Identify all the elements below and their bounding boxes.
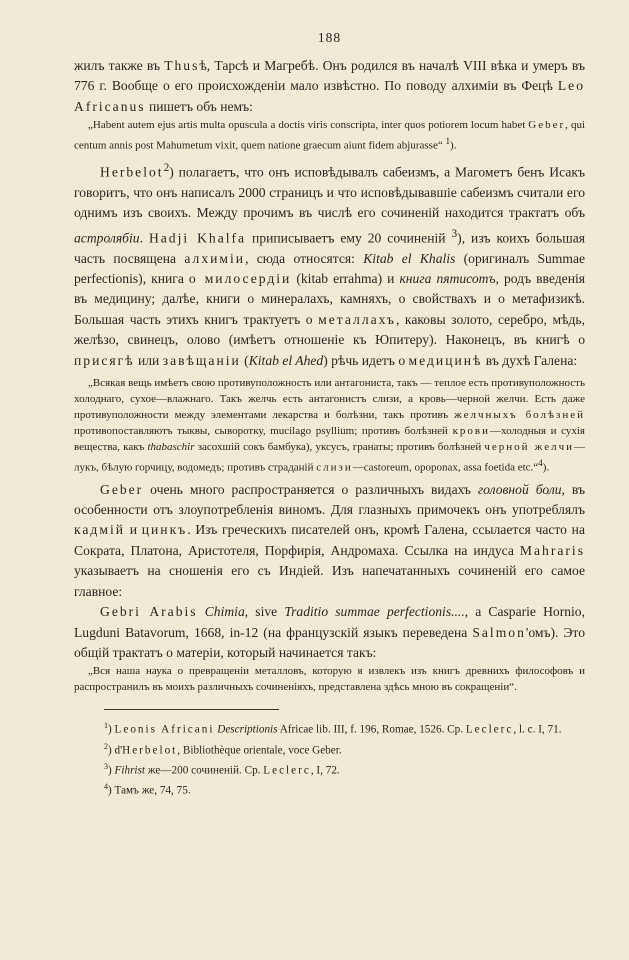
quote-treatise: „Вся наша наука о превращеніи металловъ, которую я извлекъ изъ книгъ древнихъ философовъ и распространилъ въ моихъ различныхъ сочиненіяхъ, представлена здѣсь мною въ сокращеніи“. bbox=[74, 665, 585, 694]
footnote-4: $^4$) Тамъ же, 74, 75. bbox=[104, 782, 191, 797]
paragraph-2: Herbelot$^2$) полагаетъ, что онъ исповѣдывалъ сабеизмъ, а Магометъ бенъ Исакъ говоритъ, что онъ написалъ 2000 страницъ и что исповѣдывавшіе сабеизмъ считали его однимъ изъ своихъ. Между прочимъ въ числѣ его сочиненій находится трактатъ объ астролябіи. Hadji Khalfa приписываетъ ему 20 сочиненій $^3$), изъ коихъ большая часть посвящена алхиміи, сюда относятся: Kitab el Khalis (оригиналъ Summae perfectionis), книга о милосердіи (kitab errahma) и книга пятисотъ, родъ введенія въ медицину; далѣе, книги о минералахъ, камняхъ, о свойствахъ и о метафизикѣ. Большая часть этихъ книгъ трактуетъ о металлахъ, каковы золото, серебро, мѣдь, желѣзо, свинецъ, олово (имѣетъ отношеніе къ Юпитеру). Наконецъ, въ книгѣ о присягѣ или завѣщаніи (Kitab el Ahed) рѣчь идетъ о медицинѣ въ духѣ Галена: bbox=[74, 161, 586, 368]
paragraph-3: Geber очень много распространяется о различныхъ видахъ головной боли, въ особенности отъ злоупотребленія виномъ. Для глазныхъ примочекъ онъ употреблялъ кадмій и цинкъ. Изъ греческихъ писателей онъ, кромѣ Галена, ссылается часто на Сократа, Платона, Аристотеля, Порфирія, Андромаха. Ссылка на индуса Mahraris указываетъ на сношенія его съ Индіей. Изъ напечатанныхъ сочиненій его самое главное: bbox=[74, 481, 585, 599]
quote-latin: „Habent autem ejus artis multa opuscula a doctis viris conscripta, inter quos potiorem locum habet Geber, qui centum annis post Mahumetum vixit, quem natione graecum aiunt fidem abjurasse“ $^1$). bbox=[74, 119, 585, 152]
paragraph-1: жилъ также въ Thusѣ, Тарсѣ и Магребѣ. Онъ родился въ началѣ VIII вѣка и умеръ въ 776 г. Вообще о его происхожденіи мало извѣстно. По поводу алхиміи въ Фецѣ Leo Africanus пишетъ объ немъ: bbox=[74, 58, 585, 114]
paragraph-4: Gebri Arabis Chimia, sive Traditio summae perfectionis...., a Casparie Hornio, Lugduni Batavorum, 1668, in-12 (на французскій языкъ переведена Salmon'омъ). Это общій трактатъ о матеріи, который начинается такъ: bbox=[74, 604, 586, 660]
page-number: 188 bbox=[317, 30, 342, 45]
footnote-1: $^1$) Leonis Africani Descriptionis Africae lib. III, f. 196, Romae, 1526. Cp. Leclerc, l. c. I, 71. bbox=[104, 721, 562, 737]
footnote-2: $^2$) d'Herbelot, Bibliothèque orientale, voce Geber. bbox=[104, 741, 342, 757]
footnote-divider bbox=[104, 709, 279, 710]
quote-galen: „Всякая вещь имѣетъ свою противуположность или антагониста, такъ — теплое есть противуположность холоднаго, сухое—влажнаго. Такъ желчь есть антагонистъ слизи, а кровь—черной желчи. Есть даже противуположности между элементами лекарства и болѣзни, такъ противъ желчныхъ болѣзней противопоставляютъ тыквы, сыворотку, mucilago psyllium; противъ болѣзней крови—холодныя и сухія вещества, какъ thabaschir засохшій сокъ бамбука), уксусъ, гранаты; противъ болѣзней черной желчи—лукъ, бѣлую горчицу, водомедъ; противъ страданій слизи—castoreum, opoponax, assa foetida etc.“$^4$). bbox=[74, 377, 585, 474]
footnote-3: $^3$) Fihrist же—200 сочиненій. Cp. Leclerc, I, 72. bbox=[104, 761, 340, 777]
